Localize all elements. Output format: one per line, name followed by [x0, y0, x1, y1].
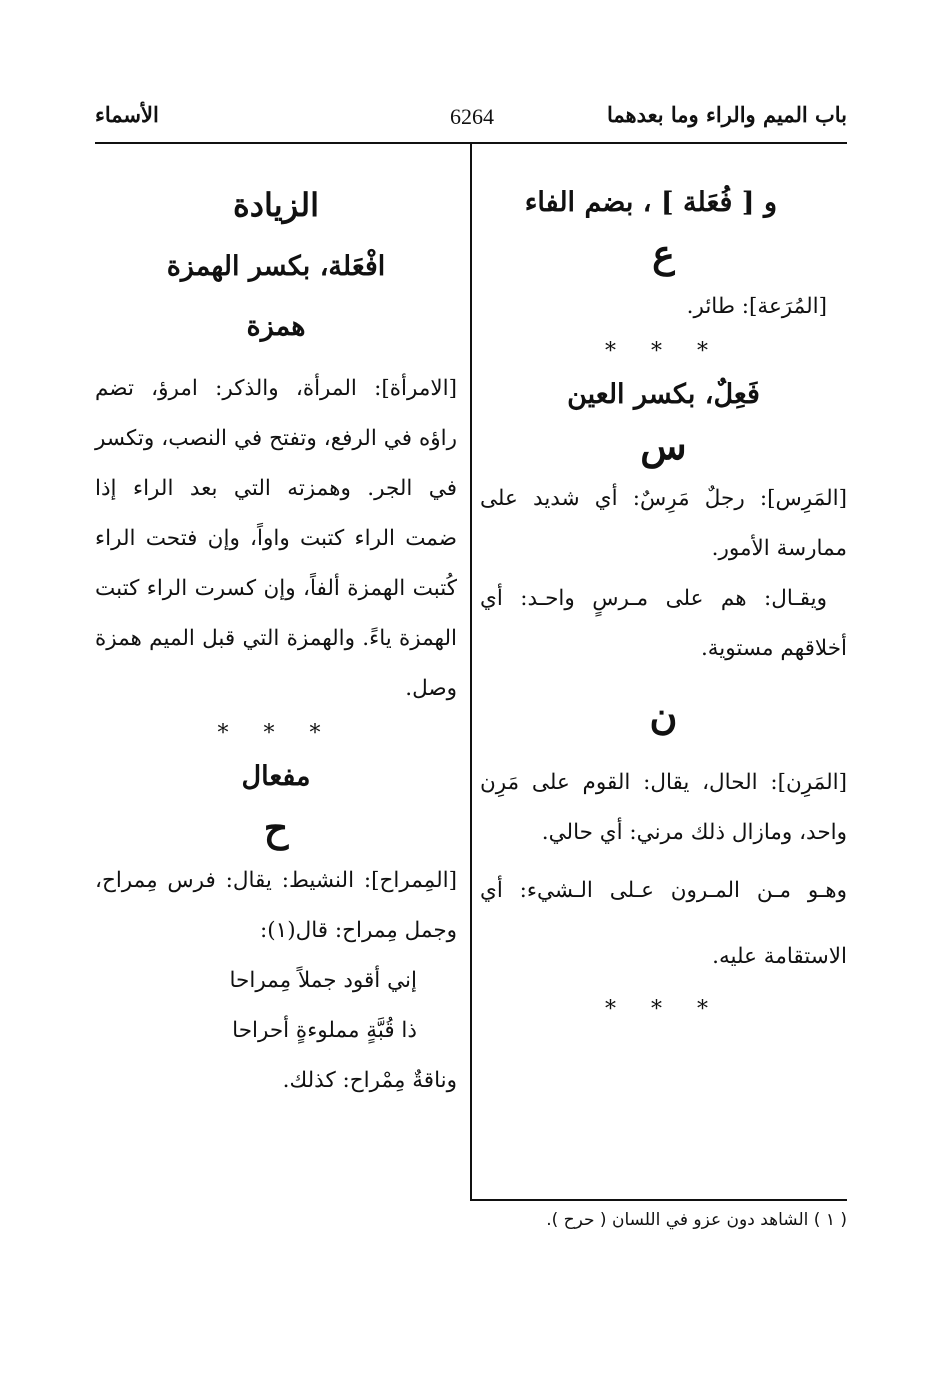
- section-heading-ziyada: الزيادة: [233, 186, 319, 224]
- page-number: 6264: [450, 104, 494, 129]
- entry-muraa: [المُرَعة]: طائر.: [686, 294, 827, 319]
- letter-ain: ع: [652, 231, 675, 276]
- entry-mimrah: [المِمراح]: النشيط: يقال: فرس مِمراح، وجمل مِمراح: قال(١):: [95, 868, 457, 943]
- section-heading-mifal: مفعال: [241, 761, 311, 792]
- running-title-right: باب الميم والراء وما بعدهما: [606, 102, 847, 127]
- entry-naqa-mimrah: وناقةٌ مِمْراح: كذلك.: [282, 1068, 457, 1093]
- footnote-rule: [470, 1199, 847, 1201]
- letter-sin: س: [640, 423, 687, 468]
- column-divider: [470, 142, 472, 1200]
- section-heading-fuala: و [ فُعَلة ] ، بضم الفاء: [524, 187, 777, 218]
- separator-stars: * * *: [605, 339, 722, 364]
- entry-imraa: [الامرأة]: المرأة، والذكر: امرؤ، تضم راؤه في الرفع، وتفتح في النصب، وتكسر في الجر. وهمزته التي بعد الراء إذا ضمت الراء كتبت واواً، وإن فتحت الراء كُتبت الهمزة ألفاً، وإن كسرت الراء كتبت الهمزة ياءً. والهمزة التي قبل الميم همزة وصل.: [95, 376, 457, 701]
- section-heading-ifala: افْعَلة، بكسر الهمزة: [166, 251, 386, 282]
- entry-marin: [المَرِن]: الحال، يقال: القوم على مَرِن واحد، ومازال ذلك مرني: أي حالي.: [480, 770, 847, 845]
- separator-stars: * * *: [217, 721, 335, 746]
- poem-verse-1: إني أقود جملاً مِمراحا: [229, 968, 417, 993]
- page-header: [95, 100, 847, 140]
- separator-stars: * * *: [605, 997, 722, 1022]
- entry-murun: وهـو مـن المـرون عـلى الـشيء: أي الاستقامة عليه.: [480, 878, 847, 969]
- section-heading-fail: فَعِلٌ، بكسر العين: [567, 379, 760, 410]
- entry-maris-2: ويقـال: هم على مـرسٍ واحـد: أي أخلاقهم مستوية.: [480, 586, 847, 661]
- running-title-left: الأسماء: [95, 102, 159, 127]
- entry-maris: [المَرِس]: رجلٌ مَرِسٌ: أي شديد على ممارسة الأمور.: [480, 486, 847, 561]
- poem-verse-2: ذا قُبَّةٍ مملوءةٍ أحراحا: [232, 1018, 417, 1043]
- footnote: ( ١ ) الشاهد دون عزو في اللسان ( حرح ).: [546, 1210, 847, 1230]
- section-heading-hamza: همزة: [246, 311, 306, 342]
- left-column: [95, 180, 457, 1106]
- letter-ha: ح: [263, 805, 289, 850]
- right-column: [480, 180, 847, 1030]
- letter-nun: ن: [649, 693, 678, 738]
